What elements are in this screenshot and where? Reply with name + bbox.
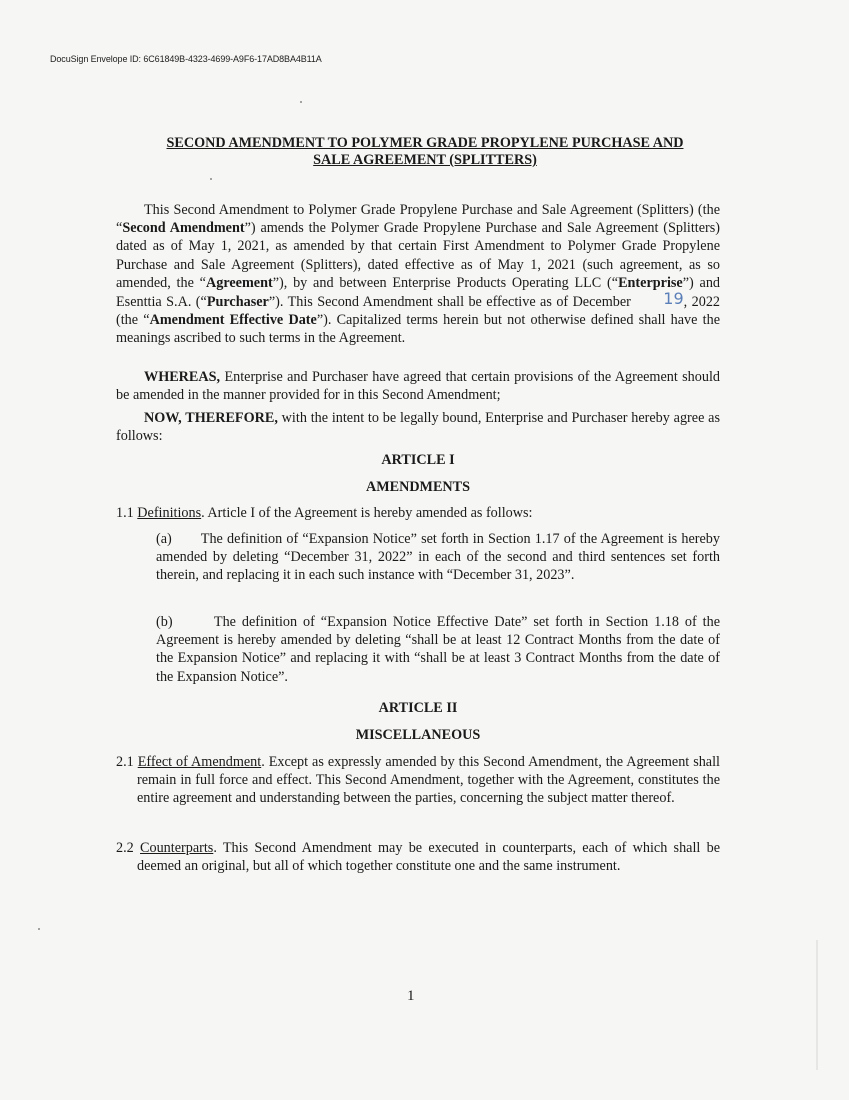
- section-1-1: 1.1 Definitions. Article I of the Agreement is hereby amended as follows:: [116, 505, 533, 521]
- page-number: 1: [407, 988, 415, 1004]
- handwritten-day: 19: [663, 289, 684, 309]
- intro-paragraph: This Second Amendment to Polymer Grade Propylene Purchase and Sale Agreement (Splitters) (the “Second Amendment”) amends the Polymer Grade Propylene Purchase and Sale Agreement (Splitters) dated as of May 1, 2021, as amended by that certain First Amendment to Polymer Grade Propylene Purchase and Sale Agreement (Splitters), dated effective as of May 1, 2021 (such agreement, as so amended, the “Agreement”), by and between Enterprise Products Operating LLC (“Enterprise”) and Esenttia S.A. (“Purchaser”). This Second Amendment shall be effective as of December 19, 2022 (the “Amendment Effective Date”). Capitalized terms herein but not otherwise defined shall have the meanings ascribed to such terms in the Agreement.: [116, 202, 721, 347]
- section-1-1-a: (a) The definition of “Expansion Notice” set forth in Section 1.17 of the Agreement is hereby amended by deleting “December 31, 2022” in each of the second and third sentences set forth therein, and replacing it in each such instance with “December 31, 2023”.: [156, 531, 720, 584]
- section-1-1-b: (b) The definition of “Expansion Notice Effective Date” set forth in Section 1.18 of the Agreement is hereby amended by deleting “shall be at least 12 Contract Months from the date of the Expansion Notice” and replacing it with “shall be at least 3 Contract Months from the date of the Expansion Notice”.: [156, 614, 720, 685]
- document-title-line-1: SECOND AMENDMENT TO POLYMER GRADE PROPYLENE PURCHASE AND: [166, 135, 684, 151]
- now-therefore-paragraph: NOW, THEREFORE, with the intent to be legally bound, Enterprise and Purchaser hereby agree as follows:: [116, 410, 720, 445]
- document-title-line-2: SALE AGREEMENT (SPLITTERS): [313, 152, 537, 168]
- docusign-envelope-id: DocuSign Envelope ID: 6C61849B-4323-4699-A9F6-17AD8BA4B11A: [50, 54, 322, 64]
- article-1-subheading: AMENDMENTS: [365, 479, 471, 495]
- section-2-2: 2.2 Counterparts. This Second Amendment may be executed in counterparts, each of which shall be deemed an original, but all of which together constitute one and the same instrument.: [116, 840, 721, 875]
- article-2-heading: ARTICLE II: [378, 700, 458, 716]
- article-2-subheading: MISCELLANEOUS: [355, 727, 481, 743]
- section-2-1: 2.1 Effect of Amendment. Except as expressly amended by this Second Amendment, the Agreement shall remain in full force and effect. This Second Amendment, together with the Agreement, constitutes the entire agreement and understanding between the parties, concerning the subject matter thereof.: [116, 754, 720, 807]
- scan-speck: [210, 178, 212, 180]
- scan-speck: [38, 928, 40, 930]
- scan-speck: [300, 101, 302, 103]
- article-1-heading: ARTICLE I: [381, 452, 455, 468]
- scan-edge-shadow: [816, 940, 818, 1070]
- whereas-paragraph: WHEREAS, Enterprise and Purchaser have agreed that certain provisions of the Agreement should be amended in the manner provided for in this Second Amendment;: [116, 369, 720, 404]
